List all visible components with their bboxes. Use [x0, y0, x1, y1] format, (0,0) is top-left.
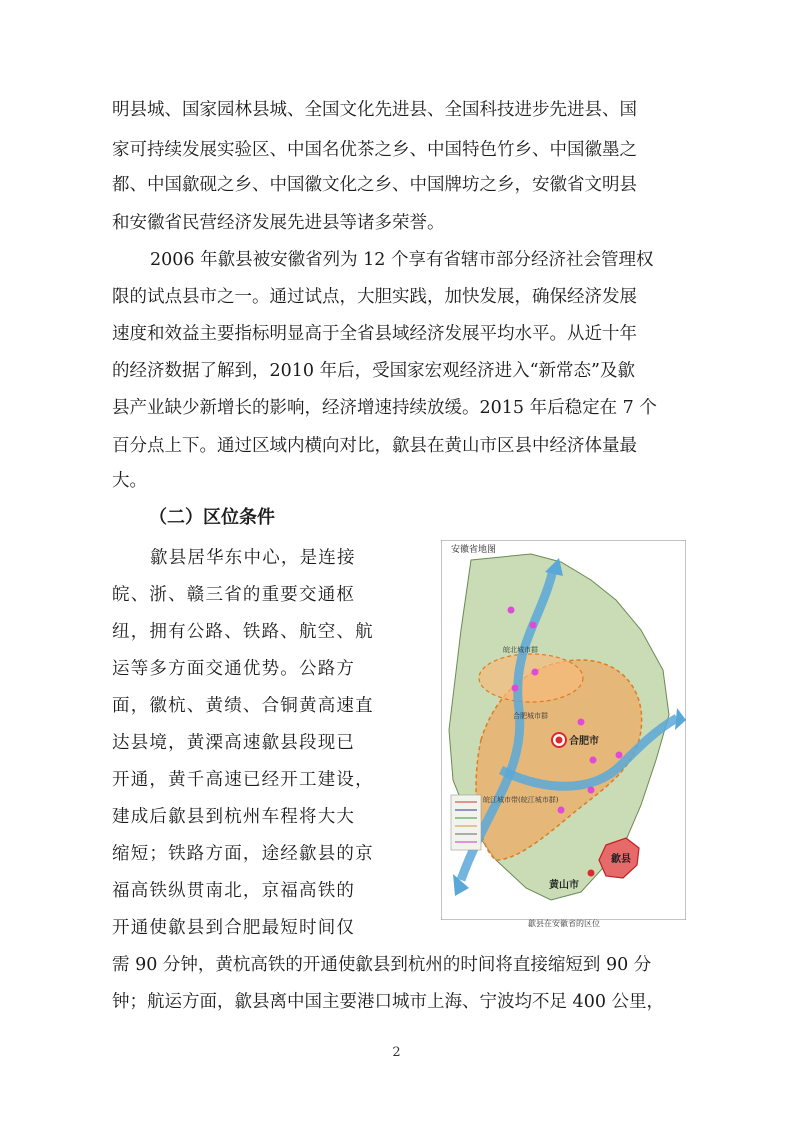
para3-line-10: 福高铁纵贯南北，京福高铁的: [112, 881, 356, 901]
para2-line-1: 2006 年歙县被安徽省列为 12 个享有省辖市部分经济社会管理权: [150, 250, 654, 270]
city-dot: [512, 685, 519, 692]
para3-line-4: 运等多方面交通优势。公路方: [112, 659, 356, 679]
map-caption: 歙县在安徽省的区位: [528, 919, 600, 928]
label-cluster-hefei: 合肥城市群: [513, 712, 548, 720]
city-dot: [508, 607, 515, 614]
para2-line-7: 大。: [112, 471, 147, 491]
orange-zone-north: [479, 654, 583, 702]
city-dot: [578, 719, 585, 726]
city-dot: [530, 622, 537, 629]
para3-line-11: 开通使歙县到合肥最短时间仅: [112, 918, 356, 938]
city-dot: [558, 807, 565, 814]
para2-line-5: 县产业缺少新增长的影响，经济增速持续放缓。2015 年后稳定在 7 个: [112, 398, 657, 418]
label-huangshan: 黄山市: [549, 880, 579, 891]
para3-line-13: 钟；航运方面，歙县离中国主要港口城市上海、宁波均不足 400 公里，: [112, 992, 665, 1012]
para1-line-1: 明县城、国家园林县城、全国文化先进县、全国科技进步先进县、国: [112, 100, 637, 120]
city-dot: [590, 757, 597, 764]
para1-line-4: 和安徽省民营经济发展先进县等诸多荣誉。: [112, 213, 445, 233]
para3-line-3: 纽，拥有公路、铁路、航空、航: [112, 622, 374, 642]
page-number: 2: [392, 1045, 401, 1060]
section-heading: （二）区位条件: [149, 507, 275, 528]
map-title: 安徽省地图: [451, 545, 497, 555]
label-cluster-wanjiang: 皖江城市带(皖江城市群): [483, 796, 559, 804]
para3-line-2: 皖、浙、赣三省的重要交通枢: [112, 585, 356, 605]
huangshan-marker: [588, 870, 595, 877]
map-graphic: [441, 540, 686, 920]
para2-line-3: 速度和效益主要指标明显高于全省县域经济发展平均水平。从近十年: [112, 324, 637, 344]
city-dot: [532, 669, 539, 676]
para3-line-9: 缩短；铁路方面，途经歙县的京: [112, 844, 374, 864]
para3-line-7: 开通，黄千高速已经开工建设，: [112, 770, 374, 790]
para1-line-2: 家可持续发展实验区、中国名优茶之乡、中国特色竹乡、中国徽墨之: [112, 140, 637, 160]
label-hefei: 合肥市: [569, 736, 599, 747]
label-shexian: 歙县: [611, 854, 631, 865]
para1-line-3: 都、中国歙砚之乡、中国徽文化之乡、中国牌坊之乡，安徽省文明县: [112, 175, 637, 195]
para2-line-4: 的经济数据了解到，2010 年后，受国家宏观经济进入“新常态”及歙: [112, 361, 635, 381]
para2-line-2: 限的试点县市之一。通过试点，大胆实践，加快发展，确保经济发展: [112, 287, 637, 307]
label-cluster-north: 皖北城市群: [503, 646, 538, 654]
city-dot: [616, 752, 623, 759]
para3-line-1: 歙县居华东中心，是连接: [150, 548, 356, 568]
city-dot: [588, 787, 595, 794]
hefei-marker-core: [556, 737, 563, 744]
para3-line-5: 面，徽杭、黄绩、合铜黄高速直: [112, 696, 374, 716]
anhui-location-map: [441, 540, 686, 930]
para2-line-6: 百分点上下。通过区域内横向对比，歙县在黄山市区县中经济体量最: [112, 436, 637, 456]
para3-line-6: 达县境，黄溧高速歙县段现已: [112, 733, 356, 753]
para3-line-8: 建成后歙县到杭州车程将大大: [112, 807, 356, 827]
para3-line-12: 需 90 分钟，黄杭高铁的开通使歙县到杭州的时间将直接缩短到 90 分: [112, 955, 652, 975]
